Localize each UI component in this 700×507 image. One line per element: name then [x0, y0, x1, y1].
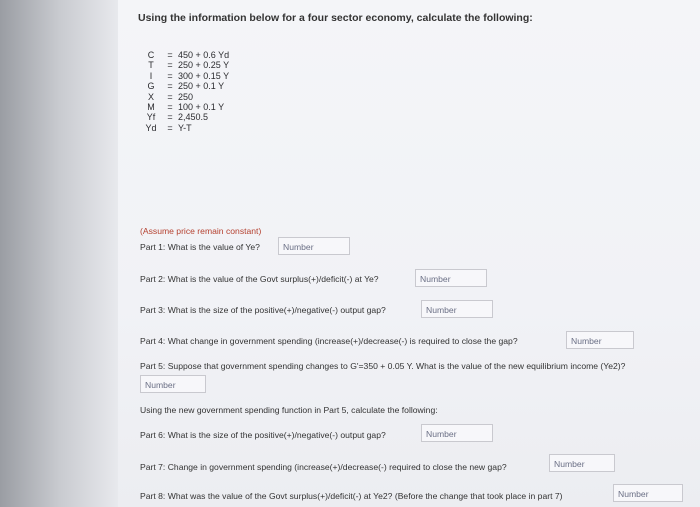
equation-expression: 100 + 0.1 Y [178, 102, 225, 113]
equation-row [140, 81, 229, 91]
equation-variable: I [149, 70, 153, 81]
part-5-question: Part 5: Suppose that government spending changes to G'=350 + 0.05 Y. What is the value of the new equilibrium income (Ye2)? [140, 361, 626, 371]
equation-variable: Yf [146, 112, 156, 123]
equation-expression: 250 + 0.1 Y [178, 81, 225, 92]
equation-variable: T [148, 60, 154, 71]
equation-variable: X [147, 91, 154, 102]
equation-expression: 250 [178, 91, 194, 102]
equation-expression: 450 + 0.6 Yd [178, 50, 230, 60]
part-4-answer-input[interactable]: Number [566, 331, 634, 349]
equation-variable: M [147, 102, 155, 113]
equals-sign: = [167, 91, 173, 102]
equation-row [140, 92, 229, 102]
equation-variable: G [147, 81, 155, 92]
equation-variable: Yd [145, 122, 157, 133]
part-3-question: Part 3: What is the size of the positive(+)/negative(-) output gap? [140, 305, 386, 315]
part-7-answer-input[interactable]: Number [549, 454, 615, 472]
equation-row [140, 71, 229, 81]
equals-sign: = [167, 60, 173, 71]
part-3-answer-input[interactable]: Number [421, 300, 493, 318]
equation-row [140, 102, 229, 112]
part-2-question: Part 2: What is the value of the Govt surplus(+)/deficit(-) at Ye? [140, 274, 379, 284]
equation-row [140, 123, 229, 133]
equation-expression: 250 + 0.25 Y [178, 60, 230, 71]
part-4-question: Part 4: What change in government spending (increase(+)/decrease(-) is required to close the gap? [140, 336, 518, 346]
part-8-answer-input[interactable]: Number [613, 484, 683, 502]
part-6-question: Part 6: What is the size of the positive(+)/negative(-) output gap? [140, 430, 386, 440]
equals-sign: = [167, 112, 173, 123]
equals-sign: = [167, 102, 173, 113]
equation-expression: Y-T [178, 122, 192, 133]
new-function-instruction: Using the new government spending function in Part 5, calculate the following: [140, 405, 438, 415]
part-2-answer-input[interactable]: Number [415, 269, 487, 287]
part-6-answer-input[interactable]: Number [421, 424, 493, 442]
equals-sign: = [167, 122, 173, 133]
part-8-question: Part 8: What was the value of the Govt surplus(+)/deficit(-) at Ye2? (Before the change that took place in part 7) [140, 491, 563, 501]
part-5-answer-input[interactable]: Number [140, 375, 206, 393]
equation-row [140, 60, 229, 70]
equals-sign: = [167, 70, 173, 81]
assumption-note: (Assume price remain constant) [140, 226, 262, 236]
equals-sign: = [167, 81, 173, 92]
equation-list [140, 50, 229, 133]
equals-sign: = [167, 50, 173, 60]
equation-row [140, 112, 229, 122]
equation-expression: 300 + 0.15 Y [178, 70, 230, 81]
equation-expression: 2,450.5 [178, 112, 209, 123]
question-heading: Using the information below for a four sector economy, calculate the following: [138, 12, 533, 24]
equation-row [140, 50, 229, 60]
part-1-question: Part 1: What is the value of Ye? [140, 242, 260, 252]
part-1-answer-input[interactable]: Number [278, 237, 350, 255]
equation-variable: C [147, 50, 155, 60]
part-7-question: Part 7: Change in government spending (increase(+)/decrease(-) required to close the new gap? [140, 462, 507, 472]
